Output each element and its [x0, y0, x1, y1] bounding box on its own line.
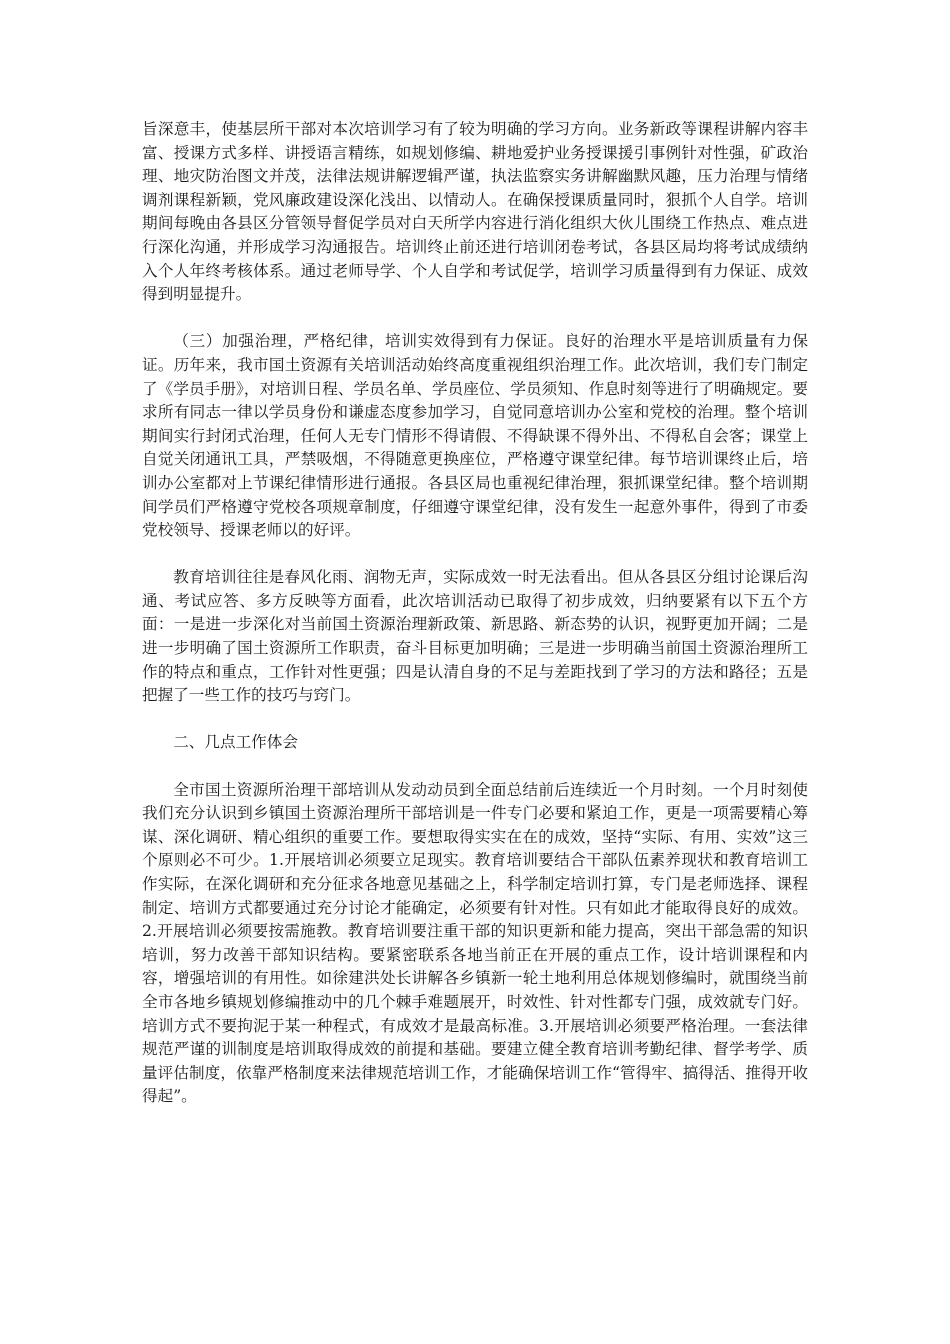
paragraph-work-experience: 全市国土资源所治理干部培训从发动动员到全面总结前后连续近一个月时刻。一个月时刻使我们充分认识到乡镇国土资源治理所干部培训是一件专门必要和紧迫工作，更是一项需要精心筹谋、深化调研、精心组织的重要工作。要想取得实实在在的成效，坚持“实际、有用、实效”这三个原则必不可少。1.开展培训必须要立足现实。教育培训要结合干部队伍素养现状和教育培训工作实际，在深化调研和充分征求各地意见基础之上，科学制定培训打算，专门是老师选择、课程制定、培训方式都要通过充分讨论才能确定，必须要有针对性。只有如此才能取得良好的成效。2.开展培训必须要按需施教。教育培训要注重干部的知识更新和能力提高，突出干部急需的知识培训，努力改善干部知识结构。要紧密联系各地当前正在开展的重点工作，设计培训课程和内容，增强培训的有用性。如徐建洪处长讲解各乡镇新一轮土地利用总体规划修编时，就围绕当前全市各地乡镇规划修编推动中的几个棘手难题展开，时效性、针对性都专门强，成效就专门好。培训方式不要拘泥于某一种程式，有成效才是最高标准。3.开展培训必须要严格治理。一套法律规范严谨的训制度是培训取得成效的前提和基础。要建立健全教育培训考勤纪律、督学考学、质量评估制度，依靠严格制度来法律规范培训工作，才能确保培训工作“管得牢、搞得活、推得开收得起”。 [142, 780, 808, 1106]
paragraph-learning-direction: 旨深意丰，使基层所干部对本次培训学习有了较为明确的学习方向。业务新政等课程讲解内容丰富、授课方式多样、讲授语言精练，如规划修编、耕地爱护业务授课援引事例针对性强，矿政治理、地灾防治图文并茂，法律法规讲解逻辑严谨，执法监察实务讲解幽默风趣，压力治理与情绪调剂课程新颖，党风廉政建设深化浅出、以情动人。在确保授课质量同时，狠抓个人自学。培训期间每晚由各县区分管领导督促学员对白天所学内容进行消化组织大伙儿围绕工作热点、难点进行深化沟通，并形成学习沟通报告。培训终止前还进行培训闭卷考试，各县区局均将考试成绩纳入个人年终考核体系。通过老师导学、个人自学和考试促学，培训学习质量得到有力保证、成效得到明显提升。 [142, 120, 808, 304]
section-heading: 二、几点工作体会 [173, 733, 298, 752]
document-body [142, 118, 808, 1133]
paragraph-training-results: 教育培训往往是春风化雨、润物无声，实际成效一时无法看出。但从各县区分组讨论课后沟通、考试应答、多方反映等方面看，此次培训活动已取得了初步成效，归纳要紧有以下五个方面：一是进一步深化对当前国土资源治理新政策、新思路、新态势的认识，视野更加开阔；二是进一步明确了国土资源所工作职责，奋斗目标更加明确；三是进一步明确当前国土资源治理所工作的特点和重点，工作针对性更强；四是认清自身的不足与差距找到了学习的方法和路径；五是把握了一些工作的技巧与窍门。 [142, 568, 808, 705]
paragraph-discipline: （三）加强治理，严格纪律，培训实效得到有力保证。良好的治理水平是培训质量有力保证。历年来，我市国土资源有关培训活动始终高度重视组织治理工作。此次培训，我们专门制定了《学员手册》，对培训日程、学员名单、学员座位、学员须知、作息时刻等进行了明确规定。要求所有同志一律以学员身份和谦虚态度参加学习，自觉同意培训办公室和党校的治理。整个培训期间实行封闭式治理，任何人无专门情形不得请假、不得缺课不得外出、不得私自会客；课堂上自觉关闭通讯工具，严禁吸烟，不得随意更换座位，严格遵守课堂纪律。每节培训课终止后，培训办公室都对上节课纪律情形进行通报。各县区局也重视纪律治理，狠抓课堂纪律。整个培训期间学员们严格遵守党校各项规章制度，仔细遵守课堂纪律，没有发生一起意外事件，得到了市委党校领导、授课老师以的好评。 [142, 332, 808, 540]
